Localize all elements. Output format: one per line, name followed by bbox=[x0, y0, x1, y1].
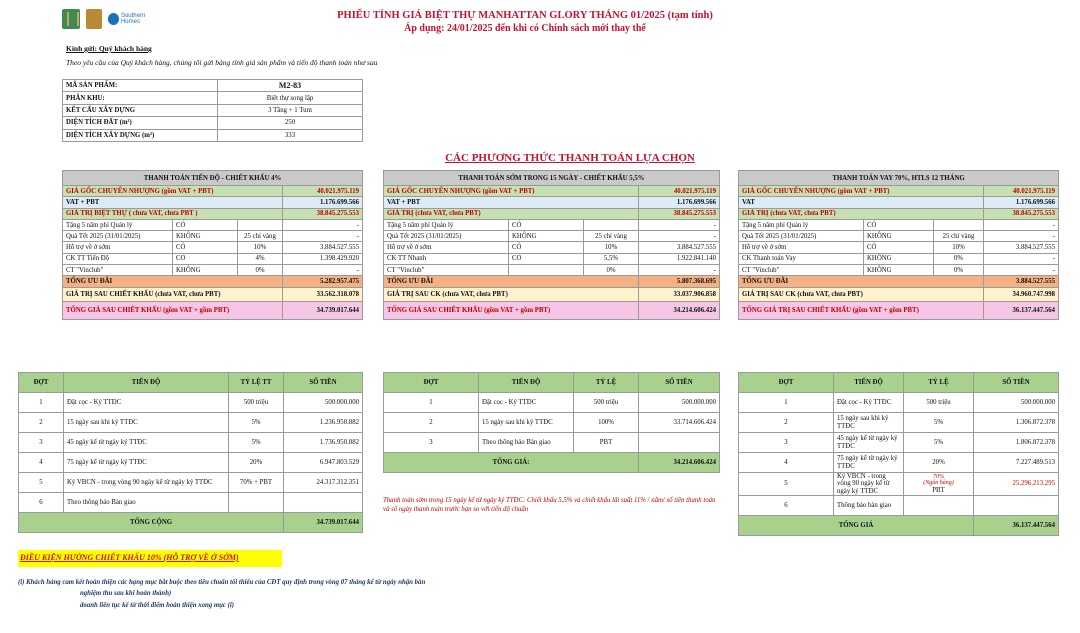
schedule-header-cell: TỶ LỆ TT bbox=[229, 373, 284, 393]
discount-amount: 3.884.527.555 bbox=[984, 242, 1059, 253]
schedule-rate: 20% bbox=[229, 453, 284, 473]
discount-option: KHÔNG bbox=[173, 231, 238, 242]
discount-option: CÓ bbox=[173, 253, 238, 264]
schedule-rate bbox=[904, 473, 974, 496]
schedule-total-label: TỔNG GIÁ: bbox=[384, 453, 639, 473]
row-goc-label: GIÁ GỐC CHUYỂN NHƯỢNG (gồm VAT + PBT) bbox=[63, 186, 283, 197]
discount-rate: 0% bbox=[238, 265, 283, 276]
tong-uu-dai bbox=[63, 276, 363, 287]
row-gia-tri-label: GIÁ TRỊ (chưa VAT, chưa PBT) bbox=[739, 208, 984, 219]
schedule-total-label: TỔNG GIÁ bbox=[739, 516, 974, 536]
schedule-dot: 3 bbox=[19, 433, 64, 453]
schedule-desc: Đặt cọc - Ký TTĐC bbox=[479, 393, 574, 413]
condition-line-3: doanh liên tục kể từ thời điểm hoàn thiện xong mục (i) bbox=[80, 602, 235, 609]
southern-homes-logo-text: Southern Homes bbox=[120, 13, 146, 25]
schedule-row bbox=[739, 413, 1059, 433]
info-value: 3 Tầng + 1 Tum bbox=[218, 104, 363, 116]
schedule-table-3 bbox=[738, 372, 1059, 536]
schedule-amount: 1.806.872.378 bbox=[974, 433, 1059, 453]
discount-name: CK Thanh toán Vay bbox=[739, 253, 864, 264]
row-goc-value: 40.021.975.119 bbox=[984, 186, 1059, 197]
discount-name: Quà Tết 2025 (31/01/2025) bbox=[739, 231, 864, 242]
final-total bbox=[739, 301, 1059, 319]
schedule-total-value: 36.137.447.564 bbox=[974, 516, 1059, 536]
schedule-dot: 4 bbox=[19, 453, 64, 473]
info-value: M2-83 bbox=[218, 80, 363, 92]
row-vat-label: VAT + PBT bbox=[63, 197, 283, 208]
row-goc bbox=[739, 186, 1059, 197]
schedule-header-row bbox=[739, 373, 1059, 393]
schedule-amount: 25.296.213.295 bbox=[974, 473, 1059, 496]
schedule-desc: Thông báo bàn giao bbox=[834, 496, 904, 516]
final-total-value: 34.739.017.644 bbox=[283, 301, 363, 319]
product-info-table bbox=[62, 79, 363, 142]
discount-row bbox=[739, 265, 1059, 276]
discount-option: KHÔNG bbox=[864, 253, 934, 264]
condition-title: ĐIỀU KIỆN HƯỞNG CHIẾT KHẤU 10% (HỖ TRỢ VỀ Ở SỚM) bbox=[18, 550, 282, 567]
discount-rate: 25 chỉ vàng bbox=[238, 231, 283, 242]
schedule-row bbox=[384, 433, 720, 453]
after-discount-value: 33.562.318.078 bbox=[283, 287, 363, 301]
after-discount bbox=[63, 287, 363, 301]
tong-uu-dai-value: 5.282.957.475 bbox=[283, 276, 363, 287]
schedule-row bbox=[384, 413, 720, 433]
plan-header: THANH TOÁN TIẾN ĐỘ - CHIẾT KHẤU 4% bbox=[63, 171, 363, 186]
schedule-amount bbox=[284, 493, 363, 513]
schedule-row bbox=[739, 453, 1059, 473]
discount-amount: - bbox=[283, 265, 363, 276]
schedule-header-row bbox=[384, 373, 720, 393]
row-vat-value: 1.176.699.566 bbox=[283, 197, 363, 208]
schedule-dot: 1 bbox=[19, 393, 64, 413]
row-gia-tri bbox=[63, 208, 363, 219]
info-label: PHÂN KHU: bbox=[63, 92, 218, 104]
row-gia-tri-value: 38.845.275.553 bbox=[639, 208, 720, 219]
final-total bbox=[384, 301, 720, 319]
discount-option: CÓ bbox=[864, 242, 934, 253]
discount-option: KHÔNG bbox=[173, 265, 238, 276]
plan-table-2 bbox=[383, 170, 720, 320]
schedule-dot: 2 bbox=[384, 413, 479, 433]
schedule-desc: Theo thông báo Bàn giao bbox=[479, 433, 574, 453]
info-row bbox=[63, 117, 363, 129]
schedule-rate: 20% bbox=[904, 453, 974, 473]
discount-name: CT "Vinclub" bbox=[384, 265, 509, 276]
discount-amount: 3.884.527.555 bbox=[639, 242, 720, 253]
schedule-total-row bbox=[384, 453, 720, 473]
schedule-header-cell: TIẾN ĐỘ bbox=[834, 373, 904, 393]
schedule-rate: 70% + PBT bbox=[229, 473, 284, 493]
tong-uu-dai-value: 5.807.368.695 bbox=[639, 276, 720, 287]
schedule-rate: 500 triệu bbox=[229, 393, 284, 413]
discount-option: CÓ bbox=[509, 253, 584, 264]
after-discount-label: GIÁ TRỊ SAU CK (chưa VAT, chưa PBT) bbox=[739, 287, 984, 301]
discount-option: KHÔNG bbox=[864, 265, 934, 276]
discount-name: Hỗ trợ về ở sớm bbox=[63, 242, 173, 253]
discount-rate: 4% bbox=[238, 253, 283, 264]
discount-name: Quà Tết 2025 (31/01/2025) bbox=[384, 231, 509, 242]
after-discount-value: 33.037.906.858 bbox=[639, 287, 720, 301]
after-discount bbox=[384, 287, 720, 301]
plan-header-row bbox=[384, 171, 720, 186]
discount-rate: 10% bbox=[934, 242, 984, 253]
schedule-desc: 75 ngày kể từ ngày ký TTĐC bbox=[64, 453, 229, 473]
tong-uu-dai-label: TỔNG ƯU ĐÃI bbox=[384, 276, 639, 287]
row-gia-tri bbox=[384, 208, 720, 219]
row-gia-tri-value: 38.845.275.553 bbox=[984, 208, 1059, 219]
tong-uu-dai bbox=[739, 276, 1059, 287]
final-total bbox=[63, 301, 363, 319]
info-label: KẾT CẤU XÂY DỰNG bbox=[63, 104, 218, 116]
southern-homes-logo-icon bbox=[108, 13, 119, 25]
schedule-row bbox=[19, 393, 363, 413]
discount-row bbox=[739, 242, 1059, 253]
final-total-label: TỔNG GIÁ SAU CHIẾT KHẤU (gồm VAT + gồm PBT) bbox=[63, 301, 283, 319]
discount-row bbox=[739, 253, 1059, 264]
plan-header: THANH TOÁN SỚM TRONG 15 NGÀY - CHIẾT KHẤU 5,5% bbox=[384, 171, 720, 186]
schedule-rate: 500 triệu bbox=[904, 393, 974, 413]
schedule-row bbox=[19, 453, 363, 473]
discount-option bbox=[509, 265, 584, 276]
schedule-dot: 4 bbox=[739, 453, 834, 473]
logo-group bbox=[62, 6, 187, 32]
discount-amount: - bbox=[639, 265, 720, 276]
schedule-desc: 15 ngày sau khi ký TTĐC bbox=[479, 413, 574, 433]
info-label: MÃ SẢN PHẨM: bbox=[63, 80, 218, 92]
discount-amount: - bbox=[283, 219, 363, 230]
discount-option: KHÔNG bbox=[509, 231, 584, 242]
schedule-row bbox=[739, 473, 1059, 496]
row-vat bbox=[384, 197, 720, 208]
discount-row bbox=[63, 219, 363, 230]
row-gia-tri-label: GIÁ TRỊ BIỆT THỰ ( chưa VAT, chưa PBT ) bbox=[63, 208, 283, 219]
page-title: PHIẾU TÍNH GIÁ BIỆT THỰ MANHATTAN GLORY THÁNG 01/2025 (tạm tính) bbox=[337, 10, 713, 21]
schedule-dot: 2 bbox=[19, 413, 64, 433]
schedule-amount: 24.317.312.351 bbox=[284, 473, 363, 493]
schedule-row bbox=[19, 413, 363, 433]
discount-amount: - bbox=[984, 253, 1059, 264]
schedule-dot: 6 bbox=[739, 496, 834, 516]
manhattan-logo-icon bbox=[86, 9, 102, 29]
schedule-header-cell: TIẾN ĐỘ bbox=[64, 373, 229, 393]
schedule-row bbox=[19, 473, 363, 493]
row-goc-label: GIÁ GỐC CHUYỂN NHƯỢNG (gồm VAT + PBT) bbox=[739, 186, 984, 197]
schedule-row bbox=[19, 493, 363, 513]
discount-row bbox=[384, 242, 720, 253]
discount-rate: 0% bbox=[934, 265, 984, 276]
row-goc bbox=[63, 186, 363, 197]
schedule-header-cell: TIẾN ĐỘ bbox=[479, 373, 574, 393]
condition-line-1: (i) Khách hàng cam kết hoàn thiện các hạng mục bắt buộc theo tiêu chuẩn tối thiểu của CĐT quy định trong vòng 07 tháng kể từ ngày nhận bàn bbox=[18, 579, 426, 586]
discount-amount: - bbox=[639, 219, 720, 230]
discount-amount: - bbox=[984, 219, 1059, 230]
plan-table-1 bbox=[62, 170, 363, 320]
row-gia-tri-value: 38.845.275.553 bbox=[283, 208, 363, 219]
schedule-desc: Ký VBCN - trong vòng 90 ngày kể từ ngày ký TTĐC bbox=[64, 473, 229, 493]
schedule-rate: 5% bbox=[904, 413, 974, 433]
schedule-rate-note: (Ngân hàng) bbox=[923, 480, 954, 487]
schedule-rate: 100% bbox=[574, 413, 639, 433]
row-gia-tri-label: GIÁ TRỊ (chưa VAT, chưa PBT) bbox=[384, 208, 639, 219]
discount-name: CT "Vinclub" bbox=[739, 265, 864, 276]
schedule-rate: 5% bbox=[904, 433, 974, 453]
schedule-header-cell: ĐỢT bbox=[739, 373, 834, 393]
schedule-amount: 500.000.000 bbox=[284, 393, 363, 413]
schedule-row bbox=[739, 393, 1059, 413]
info-row bbox=[63, 129, 363, 141]
schedule-dot: 3 bbox=[739, 433, 834, 453]
discount-row bbox=[63, 242, 363, 253]
row-gia-tri bbox=[739, 208, 1059, 219]
discount-rate: 5,5% bbox=[584, 253, 639, 264]
info-row bbox=[63, 92, 363, 104]
after-discount-label: GIÁ TRỊ SAU CHIẾT KHẤU (chưa VAT, chưa PBT) bbox=[63, 287, 283, 301]
schedule-dot: 6 bbox=[19, 493, 64, 513]
schedule-rate: PBT bbox=[574, 433, 639, 453]
discount-rate bbox=[584, 219, 639, 230]
row-vat bbox=[739, 197, 1059, 208]
schedule-table-2 bbox=[383, 372, 720, 473]
discount-amount: - bbox=[984, 231, 1059, 242]
southern-homes-logo bbox=[108, 10, 162, 28]
discount-name: Tặng 5 năm phí Quản lý bbox=[63, 219, 173, 230]
schedule-amount: 7.227.489.513 bbox=[974, 453, 1059, 473]
schedule-total-value: 34.214.606.424 bbox=[639, 453, 720, 473]
greeting: Kính gửi: Quý khách hàng bbox=[66, 44, 152, 53]
schedule-amount: 500.000.000 bbox=[639, 393, 720, 413]
row-vat-label: VAT bbox=[739, 197, 984, 208]
discount-amount: 1.398.429.920 bbox=[283, 253, 363, 264]
after-discount-label: GIÁ TRỊ SAU CK (chưa VAT, chưa PBT) bbox=[384, 287, 639, 301]
schedule-rate: 500 triệu bbox=[574, 393, 639, 413]
discount-name: CT "Vinclub" bbox=[63, 265, 173, 276]
schedule-header-row bbox=[19, 373, 363, 393]
info-value: 250 bbox=[218, 117, 363, 129]
schedule-amount bbox=[639, 433, 720, 453]
tong-uu-dai-value: 3.884.527.555 bbox=[984, 276, 1059, 287]
row-vat-label: VAT + PBT bbox=[384, 197, 639, 208]
tong-uu-dai bbox=[384, 276, 720, 287]
schedule-desc: 45 ngày kể từ ngày ký TTĐC bbox=[834, 433, 904, 453]
plan-header: THANH TOÁN VAY 70%, HTLS 12 THÁNG bbox=[739, 171, 1059, 186]
discount-row bbox=[384, 265, 720, 276]
schedule-rate-value: 70% bbox=[933, 473, 944, 480]
schedule-desc: 15 ngày sau khi ký TTĐC bbox=[64, 413, 229, 433]
schedule-amount: 500.000.000 bbox=[974, 393, 1059, 413]
info-value: Biệt thự song lập bbox=[218, 92, 363, 104]
row-goc-label: GIÁ GỐC CHUYỂN NHƯỢNG (gồm VAT + PBT) bbox=[384, 186, 639, 197]
discount-rate: 25 chỉ vàng bbox=[934, 231, 984, 242]
schedule-amount bbox=[974, 496, 1059, 516]
discount-name: Quà Tết 2025 (31/01/2025) bbox=[63, 231, 173, 242]
discount-name: CK TT Nhanh bbox=[384, 253, 509, 264]
schedule-desc: 15 ngày sau khi ký TTĐC bbox=[834, 413, 904, 433]
discount-amount: 3.884.527.555 bbox=[283, 242, 363, 253]
tong-uu-dai-label: TỔNG ƯU ĐÃI bbox=[739, 276, 984, 287]
schedule-amount: 1.306.872.378 bbox=[974, 413, 1059, 433]
schedule-header-cell: SỐ TIỀN bbox=[639, 373, 720, 393]
schedule-rate: 5% bbox=[229, 413, 284, 433]
final-total-label: TỔNG GIÁ SAU CHIẾT KHẤU (gồm VAT + gồm PBT) bbox=[384, 301, 639, 319]
schedule-dot: 3 bbox=[384, 433, 479, 453]
discount-row bbox=[739, 231, 1059, 242]
schedule-amount: 6.947.803.529 bbox=[284, 453, 363, 473]
discount-row bbox=[63, 253, 363, 264]
vinhomes-logo-icon bbox=[62, 9, 80, 29]
plan-table-3 bbox=[738, 170, 1059, 320]
schedule-dot: 1 bbox=[739, 393, 834, 413]
schedule-total-row bbox=[739, 516, 1059, 536]
schedule-row bbox=[19, 433, 363, 453]
schedule-rate bbox=[229, 493, 284, 513]
discount-amount: - bbox=[283, 231, 363, 242]
discount-option: KHÔNG bbox=[864, 231, 934, 242]
discount-row bbox=[63, 265, 363, 276]
discount-row bbox=[384, 253, 720, 264]
schedule-row bbox=[739, 496, 1059, 516]
schedule-header-cell: TỶ LỆ bbox=[574, 373, 639, 393]
schedule-desc: Đặt cọc - Ký TTĐC bbox=[834, 393, 904, 413]
schedule-dot: 1 bbox=[384, 393, 479, 413]
discount-rate bbox=[238, 219, 283, 230]
schedule-desc: 45 ngày kể từ ngày ký TTĐC bbox=[64, 433, 229, 453]
schedule-desc: Ký VBCN - trong vòng 90 ngày kể từ ngày ký TTĐC bbox=[834, 473, 904, 496]
info-value: 333 bbox=[218, 129, 363, 141]
schedule-total-value: 34.739.017.644 bbox=[284, 513, 363, 533]
discount-amount: - bbox=[984, 265, 1059, 276]
schedule-table-1 bbox=[18, 372, 363, 533]
final-total-value: 34.214.606.424 bbox=[639, 301, 720, 319]
after-discount-value: 34.960.747.998 bbox=[984, 287, 1059, 301]
schedule-desc: 75 ngày kể từ ngày ký TTĐC bbox=[834, 453, 904, 473]
discount-name: Hỗ trợ về ở sớm bbox=[384, 242, 509, 253]
schedule-amount: 33.714.606.424 bbox=[639, 413, 720, 433]
schedule-dot: 5 bbox=[739, 473, 834, 496]
row-vat bbox=[63, 197, 363, 208]
schedule-row bbox=[384, 393, 720, 413]
schedule-total-label: TỔNG CỘNG bbox=[19, 513, 284, 533]
info-label: DIỆN TÍCH ĐẤT (m²) bbox=[63, 117, 218, 129]
schedule-header-cell: SỐ TIỀN bbox=[284, 373, 363, 393]
discount-amount: 1.922.841.140 bbox=[639, 253, 720, 264]
discount-option: CÓ bbox=[509, 242, 584, 253]
plan-header-row bbox=[739, 171, 1059, 186]
schedule-desc: Theo thông báo Bàn giao bbox=[64, 493, 229, 513]
discount-row bbox=[63, 231, 363, 242]
schedule-header-cell: SỐ TIỀN bbox=[974, 373, 1059, 393]
discount-name: Tặng 5 năm phí Quản lý bbox=[384, 219, 509, 230]
schedule-row bbox=[739, 433, 1059, 453]
methods-title: CÁC PHƯƠNG THỨC THANH TOÁN LỰA CHỌN bbox=[445, 152, 695, 164]
row-vat-value: 1.176.699.566 bbox=[984, 197, 1059, 208]
final-total-value: 36.137.447.564 bbox=[984, 301, 1059, 319]
discount-rate: 25 chỉ vàng bbox=[584, 231, 639, 242]
discount-rate: 10% bbox=[238, 242, 283, 253]
discount-rate: 10% bbox=[584, 242, 639, 253]
schedule-header-cell: ĐỢT bbox=[384, 373, 479, 393]
schedule-dot: 5 bbox=[19, 473, 64, 493]
schedule-header-cell: ĐỢT bbox=[19, 373, 64, 393]
discount-rate bbox=[934, 219, 984, 230]
discount-row bbox=[384, 219, 720, 230]
discount-row bbox=[739, 219, 1059, 230]
info-row bbox=[63, 104, 363, 116]
schedule-rate: 5% bbox=[229, 433, 284, 453]
intro-text: Theo yêu cầu của Quý khách hàng, chúng tôi gửi bảng tính giá sản phẩm và tiến độ thanh toán như sau bbox=[66, 58, 378, 67]
info-label: DIỆN TÍCH XÂY DỰNG (m²) bbox=[63, 129, 218, 141]
plan-header-row bbox=[63, 171, 363, 186]
discount-amount: - bbox=[639, 231, 720, 242]
page-subtitle: Áp dụng: 24/01/2025 đến khi có Chính sách mới thay thế bbox=[404, 23, 646, 34]
schedule-desc: Đặt cọc - Ký TTĐC bbox=[64, 393, 229, 413]
schedule-rate-secondary: PBT bbox=[932, 487, 945, 495]
discount-name: CK TT Tiến Độ bbox=[63, 253, 173, 264]
discount-row bbox=[384, 231, 720, 242]
discount-option: CÓ bbox=[173, 219, 238, 230]
schedule-dot: 2 bbox=[739, 413, 834, 433]
discount-rate: 0% bbox=[584, 265, 639, 276]
discount-option: CÓ bbox=[509, 219, 584, 230]
final-total-label: TỔNG GIÁ TRỊ SAU CHIẾT KHẤU (gồm VAT + gồm PBT) bbox=[739, 301, 984, 319]
schedule-amount: 1.236.950.882 bbox=[284, 413, 363, 433]
condition-line-2: nghiệm thu sau khi hoàn thành) bbox=[80, 590, 172, 597]
row-goc bbox=[384, 186, 720, 197]
tong-uu-dai-label: TỔNG ƯU ĐÃI bbox=[63, 276, 283, 287]
row-goc-value: 40.021.975.119 bbox=[639, 186, 720, 197]
row-goc-value: 40.021.975.119 bbox=[283, 186, 363, 197]
discount-name: Hỗ trợ về ở sớm bbox=[739, 242, 864, 253]
schedule-amount: 1.736.950.882 bbox=[284, 433, 363, 453]
info-row bbox=[63, 80, 363, 92]
discount-name: Tặng 5 năm phí Quản lý bbox=[739, 219, 864, 230]
schedule-rate bbox=[904, 496, 974, 516]
early-payment-note: Thanh toán sớm trong 15 ngày kể từ ngày ký TTĐC: Chiết khấu 5,5% và chiết khấu lãi suất 11% / năm/ số tiền thanh toán và số ngày thanh toán trước hạn so với tiến độ chuẩn bbox=[383, 497, 716, 513]
discount-rate: 0% bbox=[934, 253, 984, 264]
discount-option: CÓ bbox=[173, 242, 238, 253]
row-vat-value: 1.176.699.566 bbox=[639, 197, 720, 208]
after-discount bbox=[739, 287, 1059, 301]
schedule-header-cell: TỶ LỆ bbox=[904, 373, 974, 393]
discount-option: CÓ bbox=[864, 219, 934, 230]
schedule-total-row bbox=[19, 513, 363, 533]
